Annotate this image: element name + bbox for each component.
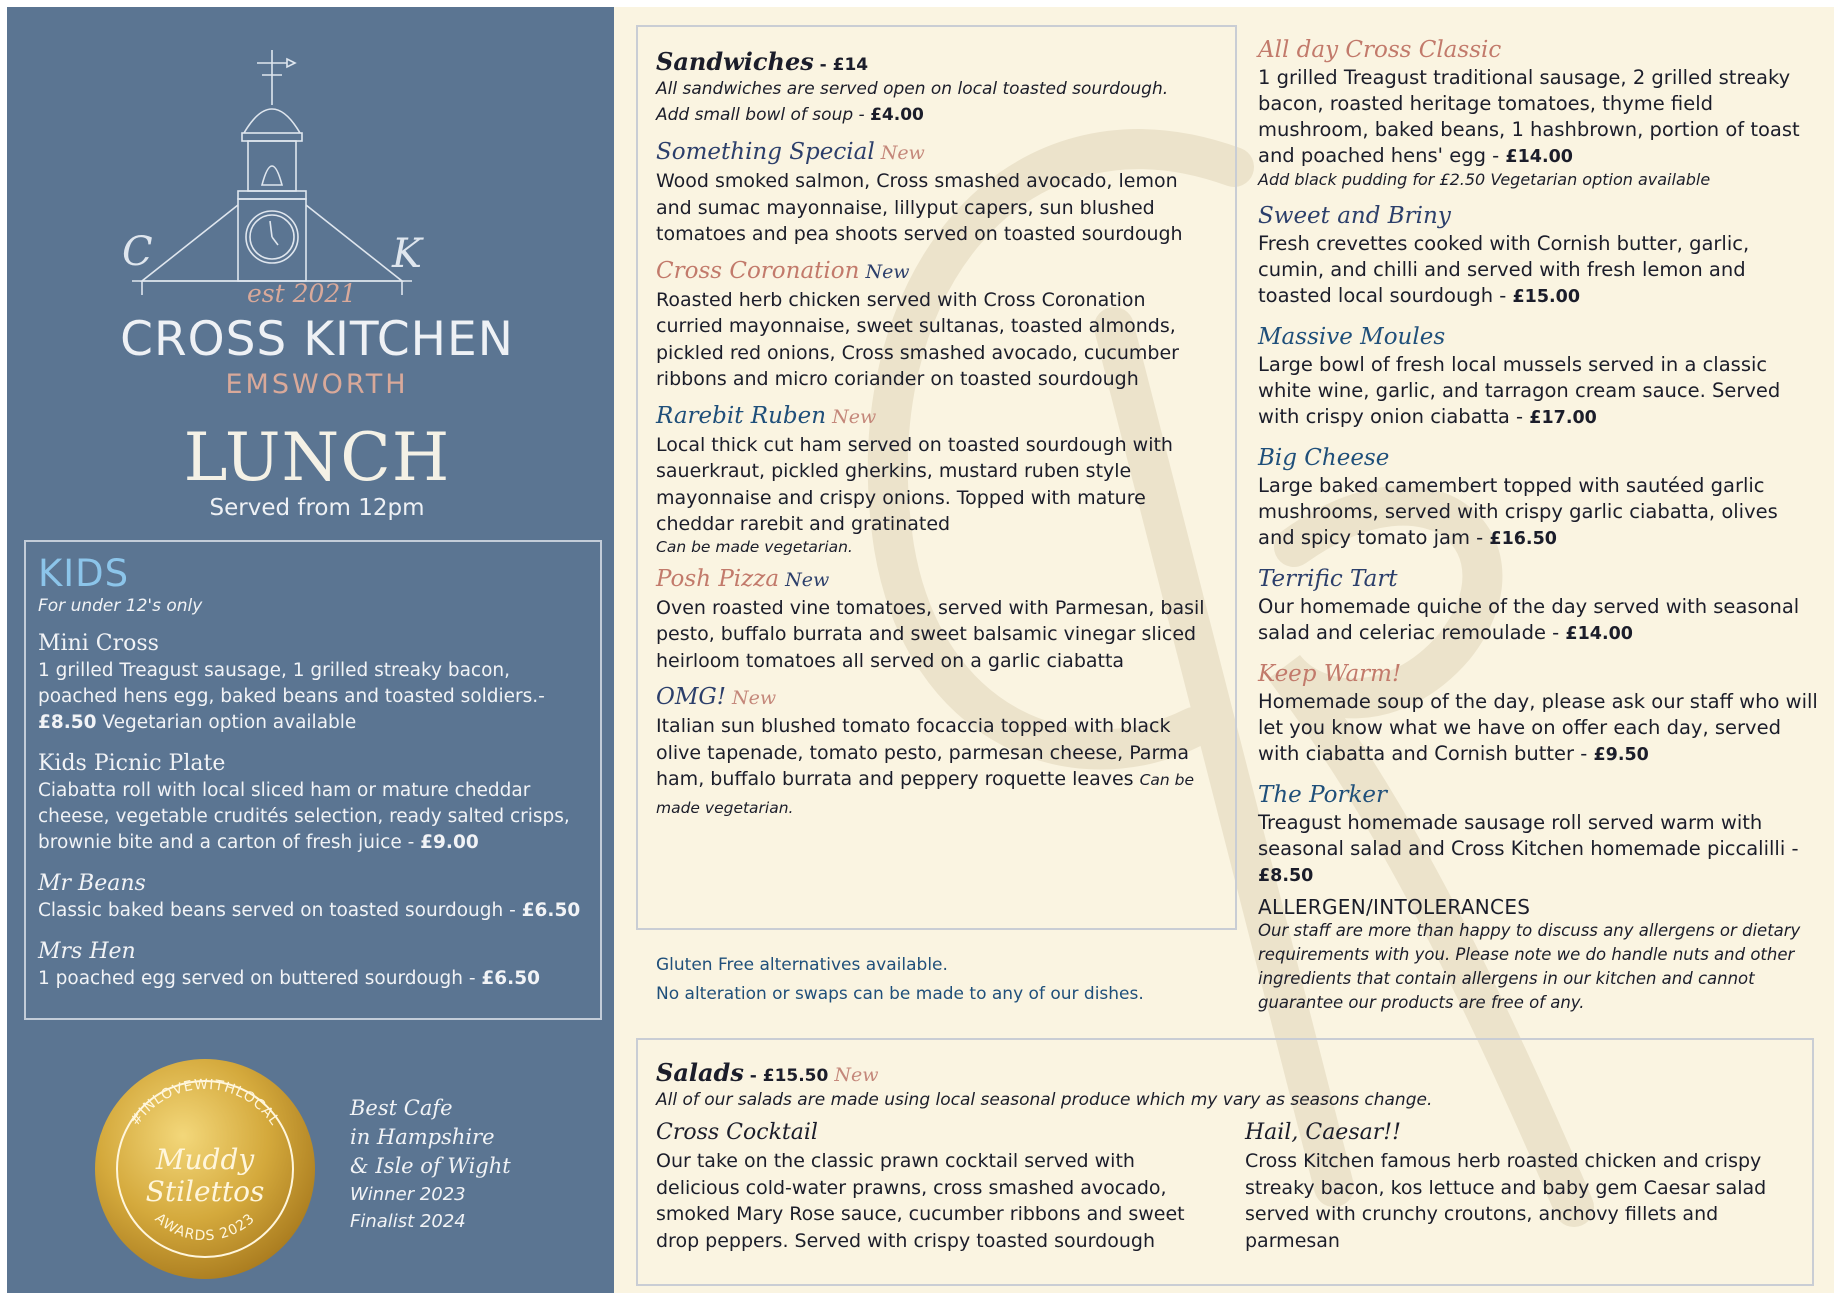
main-item bbox=[1258, 564, 1818, 647]
main-price: £14.00 bbox=[1505, 147, 1573, 167]
sandwich-name: OMG! bbox=[656, 684, 727, 710]
badge-bottom-text: AWARDS 2023 bbox=[151, 1210, 259, 1245]
main-name: Terrific Tart bbox=[1258, 566, 1398, 592]
salad-desc: Our take on the classic prawn cocktail served with delicious cold-water prawns, cross smashed avocado, smoked Mary Rose sauce, cucumber ribbons and sweet drop peppers. Served with crispy toasted sourdough bbox=[656, 1150, 1185, 1252]
kids-item-name: Mini Cross bbox=[38, 631, 159, 656]
sandwich-desc: Wood smoked salmon, Cross smashed avocado, lemon and sumac mayonnaise, lillyput capers, sun blushed tomatoes and pea shoots served on toasted sourdough bbox=[656, 170, 1183, 245]
main-desc: Treagust homemade sausage roll served warm with seasonal salad and Cross Kitchen homemade piccalilli - bbox=[1258, 811, 1799, 860]
main-price: £14.00 bbox=[1565, 624, 1633, 644]
kids-item-name: Mr Beans bbox=[38, 871, 146, 896]
sandwich-name: Something Special bbox=[656, 139, 875, 165]
kids-item-desc: Classic baked beans served on toasted sourdough - bbox=[38, 900, 522, 921]
kids-item-desc: Ciabatta roll with local sliced ham or mature cheddar cheese, vegetable crudités selection, ready salted crisps, brownie bite and a carton of fresh juice - bbox=[38, 780, 570, 853]
award-text bbox=[350, 1094, 511, 1235]
page-title: LUNCH bbox=[183, 419, 451, 496]
kids-item-note: Vegetarian option available bbox=[96, 712, 357, 733]
main-item bbox=[1258, 443, 1818, 552]
main-price: £9.50 bbox=[1593, 745, 1649, 765]
monogram-c: C bbox=[122, 229, 153, 275]
monogram-k: K bbox=[392, 231, 422, 277]
kids-item-name: Kids Picnic Plate bbox=[38, 751, 226, 776]
main-name: The Porker bbox=[1258, 782, 1388, 808]
sandwich-name: Rarebit Ruben bbox=[656, 402, 827, 429]
award-line1: Best Cafe bbox=[350, 1096, 453, 1120]
main-item bbox=[1258, 201, 1818, 310]
soup-addon-text: Add small bowl of soup - bbox=[656, 105, 871, 125]
main-item bbox=[1258, 35, 1818, 189]
allergen-text: Our staff are more than happy to discuss any allergens or dietary requirements with you. Please note we do handle nuts and other ingredients that contain allergens in our kitchen and cannot guarantee our products are free of any. bbox=[1258, 921, 1801, 1012]
brand-name: CROSS KITCHEN bbox=[120, 312, 514, 367]
sandwich-item bbox=[656, 401, 1217, 556]
soup-addon bbox=[656, 102, 1217, 129]
sandwich-desc: Oven roasted vine tomatoes, served with Parmesan, basil pesto, buffalo burrata and sweet balsamic vinegar sliced heirloom tomatoes all served on a garlic ciabatta bbox=[656, 596, 1205, 672]
main-desc: Fresh crevettes cooked with Cornish butter, garlic, cumin, and chilli and served with fresh lemon and toasted local sourdough - bbox=[1258, 232, 1750, 307]
main-name: Keep Warm! bbox=[1258, 661, 1402, 687]
no-alteration-notice: No alteration or swaps can be made to any of our dishes. bbox=[656, 984, 1144, 1004]
new-label: New bbox=[832, 405, 877, 428]
award-finalist: Finalist 2024 bbox=[350, 1211, 466, 1232]
salad-item bbox=[656, 1118, 1196, 1254]
salad-desc: Cross Kitchen famous herb roasted chicken and crispy streaky bacon, kos lettuce and baby gem Caesar salad served with crunchy croutons, anchovy fillets and parmesan bbox=[1245, 1150, 1767, 1252]
award-badge-icon bbox=[93, 1057, 317, 1281]
main-desc: Large bowl of fresh local mussels served in a classic white wine, garlic, and tarragon cream sauce. Served with crispy onion ciabatta - bbox=[1258, 353, 1781, 428]
kids-title: KIDS bbox=[38, 552, 130, 595]
left-panel bbox=[7, 7, 614, 1293]
mains-column bbox=[1258, 35, 1818, 1015]
award-line3: & Isle of Wight bbox=[350, 1154, 511, 1178]
sandwiches-box bbox=[636, 25, 1237, 930]
sandwich-note: Can be made vegetarian. bbox=[656, 771, 1195, 817]
kids-subtitle: For under 12's only bbox=[38, 596, 203, 616]
badge-line2: Stilettos bbox=[145, 1175, 265, 1208]
main-desc: Large baked camembert topped with sautéed garlic mushrooms, served with crispy garlic ciabatta, olives and spicy tomato jam - bbox=[1258, 474, 1778, 549]
main-item bbox=[1258, 659, 1818, 768]
brand-town: EMSWORTH bbox=[225, 369, 409, 400]
main-name: Sweet and Briny bbox=[1258, 203, 1451, 229]
kids-item bbox=[38, 630, 588, 736]
sandwich-item bbox=[656, 256, 1217, 393]
page-subtitle: Served from 12pm bbox=[209, 495, 425, 521]
main-name: All day Cross Classic bbox=[1258, 37, 1502, 63]
sandwich-desc: Local thick cut ham served on toasted sourdough with sauerkraut, pickled gherkins, mustard ruben style mayonnaise and crispy onions. Topped with mature cheddar rarebit and gratinated bbox=[656, 433, 1173, 535]
kids-item bbox=[38, 750, 588, 856]
notices bbox=[656, 951, 1144, 1009]
sandwiches-price: - £14 bbox=[813, 55, 869, 75]
new-label: New bbox=[880, 142, 925, 164]
sandwich-item bbox=[656, 682, 1217, 821]
salads-title: Salads bbox=[656, 1058, 744, 1087]
sandwich-name: Posh Pizza bbox=[656, 565, 780, 592]
main-desc: Our homemade quiche of the day served with seasonal salad and celeriac remoulade - bbox=[1258, 595, 1800, 644]
new-label: New bbox=[785, 568, 830, 591]
sandwich-desc: Roasted herb chicken served with Cross Coronation curried mayonnaise, sweet sultanas, toasted almonds, pickled red onions, Cross smashed avocado, cucumber ribbons and micro coriander on toasted sourdough bbox=[656, 288, 1179, 390]
sandwich-note: Can be made vegetarian. bbox=[656, 537, 853, 556]
main-price: £17.00 bbox=[1529, 408, 1597, 428]
kids-item-desc: 1 grilled Treagust sausage, 1 grilled streaky bacon, poached hens egg, baked beans and toasted soldiers.- bbox=[38, 660, 545, 707]
kids-item-price: £8.50 bbox=[38, 712, 97, 733]
sandwiches-title: Sandwiches bbox=[656, 47, 814, 76]
award-line2: in Hampshire bbox=[350, 1125, 495, 1149]
kids-item-name: Mrs Hen bbox=[38, 939, 136, 964]
new-label: New bbox=[834, 1064, 879, 1086]
main-note: Add black pudding for £2.50 Vegetarian option available bbox=[1258, 170, 1711, 189]
salad-name: Hail, Caesar!! bbox=[1245, 1120, 1401, 1145]
main-price: £16.50 bbox=[1489, 529, 1557, 549]
salads-price: - £15.50 bbox=[743, 1066, 829, 1086]
sandwich-item bbox=[656, 137, 1217, 248]
salads-box bbox=[636, 1038, 1814, 1286]
kids-item bbox=[38, 870, 588, 924]
gluten-free-notice: Gluten Free alternatives available. bbox=[656, 955, 948, 975]
kids-menu-box bbox=[24, 540, 602, 1020]
main-desc: Homemade soup of the day, please ask our staff who will let you know what we have on offer each day, served with ciabatta and Cornish butter - bbox=[1258, 690, 1818, 765]
kids-item-price: £6.50 bbox=[481, 968, 540, 989]
main-name: Big Cheese bbox=[1258, 445, 1390, 471]
clock-tower-icon bbox=[102, 45, 522, 315]
soup-addon-price: £4.00 bbox=[870, 105, 924, 125]
new-label: New bbox=[732, 687, 777, 709]
kids-item-price: £6.50 bbox=[521, 900, 581, 921]
salads-intro: All of our salads are made using local seasonal produce which my vary as seasons change. bbox=[656, 1090, 1433, 1110]
kids-item-desc: 1 poached egg served on buttered sourdough - bbox=[38, 968, 482, 989]
sandwich-desc: Italian sun blushed tomato focaccia topped with black olive tapenade, tomato pesto, parmesan cheese, Parma ham, buffalo burrata and peppery roquette leaves bbox=[656, 715, 1190, 790]
badge-top-text: #INLOVEWITHLOCAL bbox=[127, 1076, 283, 1129]
badge-line1: Muddy bbox=[155, 1143, 255, 1176]
main-item bbox=[1258, 780, 1818, 889]
kids-item bbox=[38, 938, 588, 992]
main-name: Massive Moules bbox=[1258, 324, 1446, 350]
sandwich-name: Cross Coronation bbox=[656, 257, 860, 284]
main-item bbox=[1258, 322, 1818, 431]
main-price: £15.00 bbox=[1512, 287, 1581, 307]
menu-paper bbox=[614, 7, 1834, 1293]
kids-item-price: £9.00 bbox=[420, 832, 479, 853]
sandwiches-intro: All sandwiches are served open on local toasted sourdough. bbox=[656, 79, 1169, 99]
allergen-title: ALLERGEN/INTOLERANCES bbox=[1258, 895, 1531, 919]
main-desc: 1 grilled Treagust traditional sausage, 2 grilled streaky bacon, roasted heritage tomatoes, thyme field mushroom, baked beans, 1 hashbrown, portion of toast and poached hens' egg - bbox=[1258, 66, 1800, 167]
new-label: New bbox=[865, 260, 910, 283]
salad-item bbox=[1245, 1118, 1795, 1254]
sandwich-item bbox=[656, 564, 1217, 675]
salad-name: Cross Cocktail bbox=[656, 1120, 818, 1145]
est-date: est 2021 bbox=[247, 279, 357, 308]
main-price: £8.50 bbox=[1258, 866, 1314, 886]
award-winner: Winner 2023 bbox=[350, 1184, 466, 1205]
